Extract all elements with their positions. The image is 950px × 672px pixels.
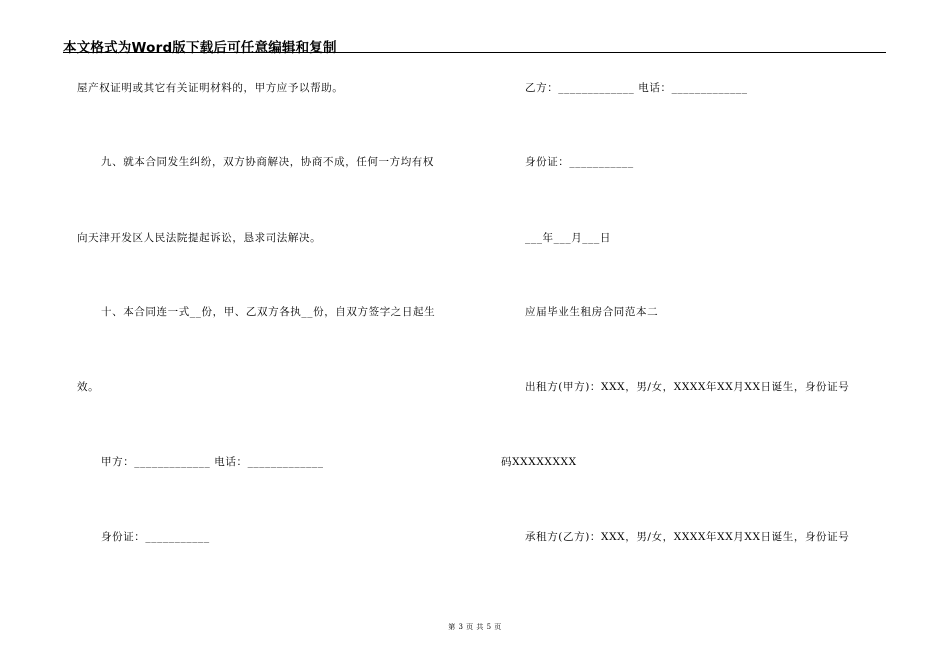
left-line-4: 十、本合同连一式__份，甲、乙双方各执__份，自双方签字之日起生 — [101, 306, 436, 318]
date-line: ___年___月___日 — [525, 232, 611, 244]
lessee-line: 承租方(乙方)：XXX，男/女，XXXX年XX月XX日诞生，身份证号 — [525, 531, 850, 543]
party-a-signature-line: 甲方：_____________ 电话：_____________ — [101, 456, 324, 468]
page-footer: 第 3 页 共 5 页 — [448, 623, 502, 631]
section-heading: 应届毕业生租房合同范本二 — [525, 306, 659, 318]
header-title: 本文格式为Word版下载后可任意编辑和复制 — [63, 40, 337, 56]
page-header — [63, 36, 886, 56]
lessor-id-line: 码XXXXXXXX — [501, 456, 577, 468]
lessor-line: 出租方(甲方)：XXX，男/女，XXXX年XX月XX日诞生，身份证号 — [525, 381, 850, 393]
left-line-3: 向天津开发区人民法院提起诉讼，恳求司法解决。 — [77, 232, 322, 244]
left-line-1: 屋产权证明或其它有关证明材料的，甲方应予以帮助。 — [77, 82, 344, 94]
left-line-2: 九、就本合同发生纠纷，双方协商解决，协商不成，任何一方均有权 — [101, 156, 434, 168]
left-line-5: 效。 — [77, 381, 100, 393]
party-b-signature-line: 乙方：_____________ 电话：_____________ — [525, 82, 748, 94]
party-a-id-line: 身份证：___________ — [101, 531, 210, 543]
party-b-id-line: 身份证：___________ — [525, 156, 634, 168]
